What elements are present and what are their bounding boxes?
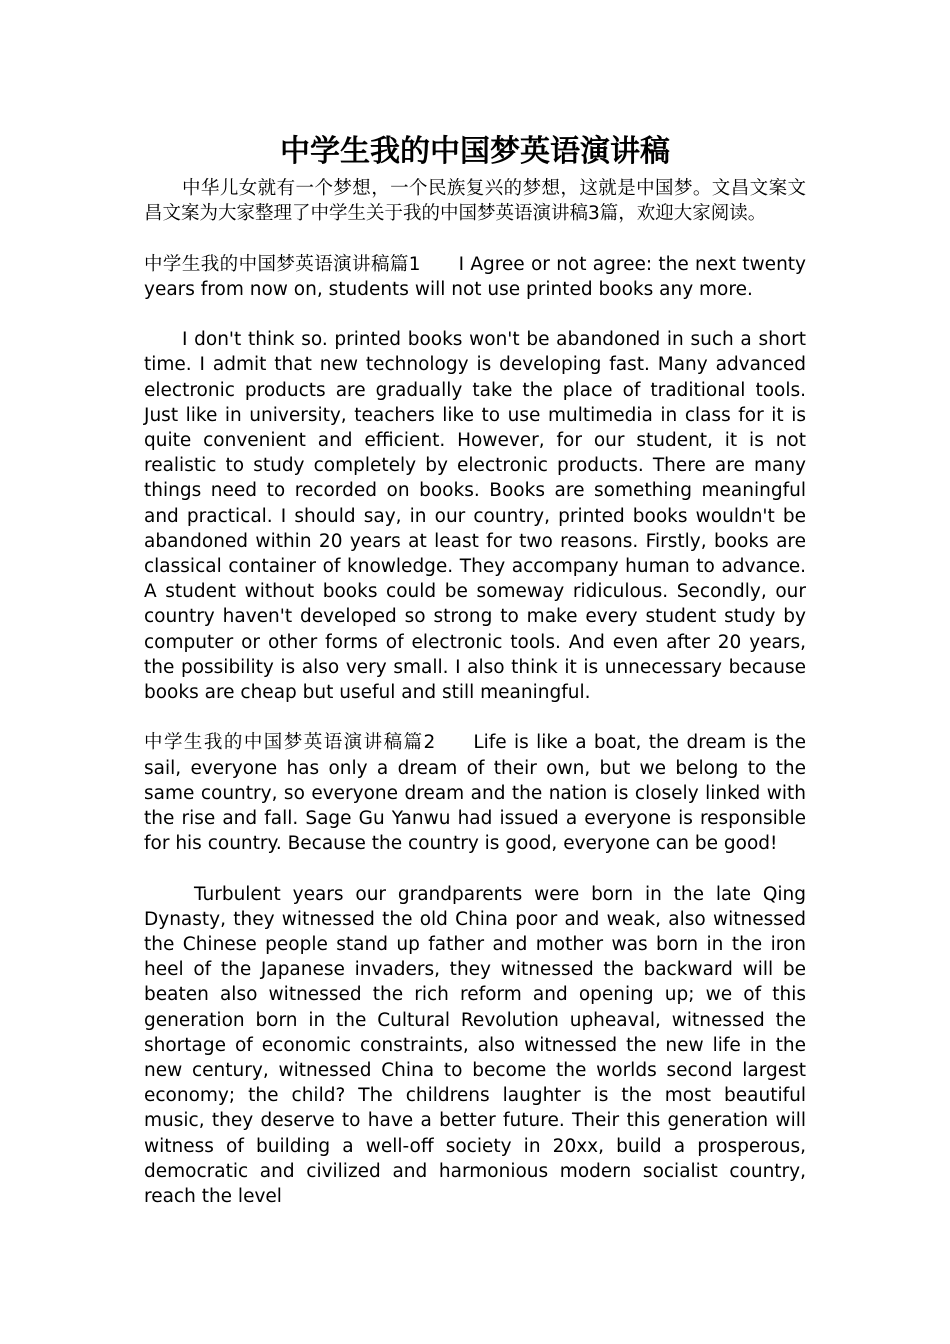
section-1-paragraph [144, 252, 806, 302]
paragraph-spacer [144, 705, 806, 730]
section-2-body: Turbulent years our grandparents were born in the late Qing Dynasty, they witnessed the old China poor and weak, also witnessed the Chinese people stand up father and mother was born in the iron heel of the Japanese invaders, they witnessed the backward will be beaten also witnessed the rich reform and opening up; we of this generation born in the Cultural Revolution upheaval, witnessed the shortage of economic constraints, also witnessed the new life in the new century, witnessed China to become the worlds second largest economy; the child? The childrens laughter is the most beautiful music, they deserve to have a better future. Their this generation will witness of building a well-off society in 20xx, build a prosperous, democratic and civilized and harmonious modern socialist country, reach the level [144, 883, 806, 1208]
section-2-heading: 中学生我的中国梦英语演讲稿篇2 [144, 732, 436, 754]
document-page [144, 128, 806, 1209]
section-1-heading: 中学生我的中国梦英语演讲稿篇1 [144, 253, 421, 275]
section-1-body: I don't think so. printed books won't be abandoned in such a short time. I admit that new technology is developing fast. Many advanced electronic products are gradually take the place of traditional tools. Just like in university, teachers like to use multimedia in class for it is quite convenient and efficient. However, for our student, it is not realistic to study completely by electronic products. There are many things need to recorded on books. Books are something meaningful and practical. I should say, in our country, printed books wouldn't be abandoned within 20 years at least for two reasons. Firstly, books are classical container of knowledge. They accompany human to advance. A student without books could be someway ridiculous. Secondly, our country haven't developed so strong to make every student study by computer or other forms of electronic tools. And even after 20 years, the possibility is also very small. I also think it is unnecessary because books are cheap but useful and still meaningful. [144, 329, 806, 704]
paragraph-spacer [144, 302, 806, 327]
intro-paragraph: 中华儿女就有一个梦想，一个民族复兴的梦想，这就是中国梦。文昌文案文昌文案为大家整理了中学生关于我的中国梦英语演讲稿3篇，欢迎大家阅读。 [144, 178, 806, 225]
section-2-paragraph [144, 730, 806, 856]
paragraph-spacer [144, 226, 806, 251]
section-2-lead: Life is like a boat, the dream is the sail, everyone has only a dream of their own, but we belong to the same country, so everyone dream and the nation is closely linked with the rise and fall. Sage Gu Yanwu had issued a everyone is responsible for his country. Because the country is good, everyone can be good! [144, 732, 806, 855]
paragraph-spacer [144, 856, 806, 881]
document-title: 中学生我的中国梦英语演讲稿 [280, 134, 670, 169]
section-1-lead: I Agree or not agree: the next twenty years from now on, students will not use printed books any more. [144, 253, 806, 300]
